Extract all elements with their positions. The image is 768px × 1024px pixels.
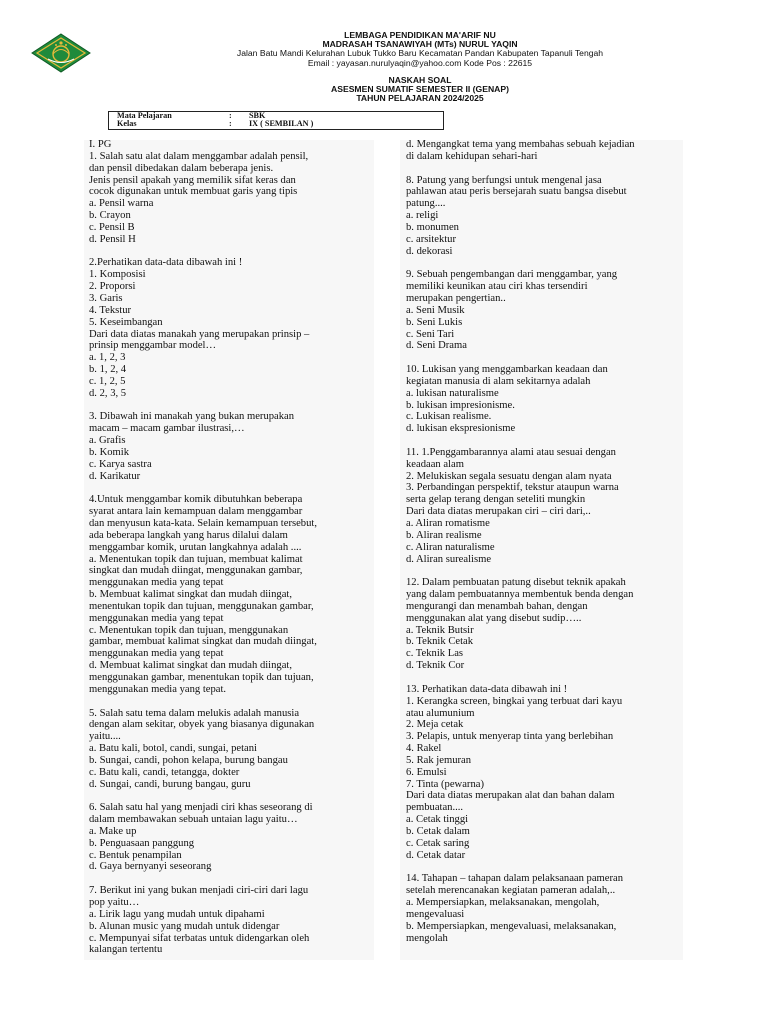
question-text-line: d. Membuat kalimat singkat dan mudah diingat, [89,660,293,672]
question-text-line: 2.Perhatikan data-data dibawah ini ! [89,257,243,269]
question-text-line: mengevaluasi [406,908,465,920]
question-text-line: 4. Tekstur [89,304,132,316]
document-title-block [95,76,745,104]
question-text-line: 5. Salah satu tema dalam melukis adalah manusia [89,707,300,719]
question-text-line: c. Karya sastra [89,458,152,470]
question-text-line: ada beberapa langkah yang harus dilalui dalam [89,529,288,541]
question-text-line [406,257,696,269]
question-text-line: pembuatan.... [406,802,464,814]
question-text-line: b. Crayon [89,210,131,222]
class-label: Kelas [117,119,137,128]
question-text-line: macam – macam gambar ilustrasi,… [89,423,245,435]
question-text-line: keadaan alam [406,458,464,470]
question-text-line: 2. Proporsi [89,281,136,293]
question-text-line: c. Cetak saring [406,837,470,849]
question-text-line: d. Karikatur [89,470,141,482]
question-text-line: c. Batu kali, candi, tetangga, dokter [89,766,240,778]
question-text-line: 7. Berikut ini yang bukan menjadi ciri-ciri dari lagu [89,885,309,897]
question-text-line [406,435,696,447]
question-text-line: gambar, membuat kalimat singkat dan mudah diingat, [89,636,317,648]
question-text-line: Dari data diatas manakah yang merupakan prinsip – [89,328,310,340]
school-logo-icon [30,33,92,73]
question-text-line: Dari data diatas merupakan alat dan bahan dalam [406,790,615,802]
school-name: MADRASAH TSANAWIYAH (MTs) NURUL YAQIN [322,39,518,50]
letterhead-text [95,31,745,68]
question-text-line: b. Membuat kalimat singkat dan mudah diingat, [89,589,293,601]
question-text-line: kegiatan manusia di alam sekitarnya adalah [406,375,591,387]
question-text-line: menggunakan media yang tepat [89,577,224,589]
letterhead [0,0,768,105]
question-text-line: singkat dan mudah diingat, menggunakan gambar, [89,565,303,577]
question-text-line: 1. Kerangka screen, bingkai yang terbuat dari kayu [406,695,623,707]
question-text-line: Jenis pensil apakah yang memilik sifat keras dan [89,174,296,186]
question-text-line: menggunakan media yang tepat. [89,683,227,695]
question-text-line: b. Cetak dalam [406,825,470,837]
question-text-line: 3. Perbandingan perspektif, tekstur ataupun warna [406,482,619,494]
question-text-line: a. religi [406,210,439,222]
question-text-line: c. Aliran naturalisme [406,541,495,553]
question-text-line: merupakan pengertian.. [406,292,506,304]
question-text-line: 4.Untuk menggambar komik dibutuhkan beberapa [89,494,303,506]
question-text-line: d. Gaya bernyanyi seseorang [89,861,212,873]
question-text-line: 1. Komposisi [89,269,146,281]
question-text-line: menentukan topik dan tujuan, menggunakan gambar, [89,600,314,612]
question-text-line: 3. Dibawah ini manakah yang bukan merupakan [89,411,295,423]
question-text-line: mengurangi dan menambah bahan, dengan [406,600,588,612]
question-text-line: a. Menentukan topik dan tujuan, membuat kalimat [89,553,303,565]
question-text-line: d. Cetak datar [406,849,466,861]
question-text-line: patung.... [406,198,446,210]
question-text-line: c. Teknik Las [406,648,464,660]
question-text-line: c. Pensil B [89,221,135,233]
question-text-line [89,246,379,258]
questions-right-column [406,139,696,944]
question-text-line: Dari data diatas merupakan ciri – ciri dari,.. [406,506,591,518]
question-text-line: c. Lukisan realisme. [406,411,492,423]
question-text-line: b. Penguasaan panggung [89,837,195,849]
class-separator: : [229,119,232,128]
question-text-line: I. PG [89,139,112,150]
question-text-line: pahlawan atau peris bersejarah suatu bangsa disebut [406,186,627,198]
question-text-line: d. 2, 3, 5 [89,387,127,399]
question-text-line [89,696,379,708]
question-text-line: b. Sungai, candi, pohon kelapa, burung bangau [89,754,288,766]
question-text-line: a. Seni Musik [406,304,465,316]
academic-year: TAHUN PELAJARAN 2024/2025 [356,93,484,104]
question-text-line: c. Menentukan topik dan tujuan, menggunakan [89,624,289,636]
question-text-line: mengolah [406,932,448,944]
question-text-line: b. Aliran realisme [406,529,482,541]
question-text-line: syarat antara lain kemampuan dalam menggambar [89,506,303,518]
question-text-line: menggunakan alat yang disebut sudip….. [406,612,582,624]
question-text-line: b. Teknik Cetak [406,636,474,648]
question-text-line: 13. Perhatikan data-data dibawah ini ! [406,683,568,695]
question-text-line: d. Pensil H [89,233,136,245]
question-text-line [89,482,379,494]
question-text-line: b. Alunan music yang mudah untuk didengar [89,920,280,932]
question-text-line: atau alumunium [406,707,475,719]
question-text-line: dan pensil dibedakan dalam beberapa jenis. [89,162,274,174]
question-text-line: b. Komik [89,446,130,458]
question-text-line: c. arsitektur [406,233,457,245]
question-text-line: a. Pensil warna [89,198,154,210]
school-contact: Email : yayasan.nurulyaqin@yahoo.com Kode Pos : 22615 [307,57,533,68]
question-text-line [89,873,379,885]
question-text-line: dengan alam sekitar, obyek yang biasanya digunakan [89,719,315,731]
question-text-line: a. Cetak tinggi [406,814,469,826]
question-text-line: dalam membawakan sebuah untaian lagu yaitu… [89,814,298,826]
question-text-line: a. lukisan naturalisme [406,387,499,399]
question-text-line: b. Mempersiapkan, mengevaluasi, melaksanakan, [406,920,617,932]
question-text-line: menggambar komik, urutan langkahnya adalah .... [89,541,302,553]
question-text-line: prinsip menggambar model… [89,340,217,352]
question-text-line: menggunakan media yang tepat [89,648,224,660]
subject-label: Mata Pelajaran [117,111,172,120]
question-text-line [406,672,696,684]
document-title: NASKAH SOAL [388,75,452,85]
question-text-line: menggunakan gambar, menentukan topik dan tujuan, [89,671,314,683]
question-text-line: 10. Lukisan yang menggambarkan keadaan dan [406,364,608,376]
school-address: Jalan Batu Mandi Kelurahan Lubuk Tukko Baru Kecamatan Pandan Kabupaten Tapanuli Tengah [236,48,604,59]
questions-left-column [89,139,379,956]
question-text-line: a. Teknik Butsir [406,624,474,636]
question-text-line: a. Grafis [89,435,126,447]
question-text-line: c. Bentuk penampilan [89,849,182,861]
question-text-line: 11. 1.Penggambarannya alami atau sesuai dengan [406,446,616,458]
question-text-line: d. lukisan ekspresionisme [406,423,516,435]
question-text-line: b. monumen [406,221,459,233]
question-text-line: b. Seni Lukis [406,316,463,328]
question-text-line: d. dekorasi [406,245,453,257]
question-text-line: 5. Keseimbangan [89,316,163,328]
exam-info-box [108,111,444,130]
question-text-line: c. Mempunyai sifat terbatas untuk didengarkan oleh [89,932,310,944]
question-text-line: c. 1, 2, 5 [89,375,126,387]
question-text-line: 8. Patung yang berfungsi untuk mengenal jasa [406,174,602,186]
question-text-line: memiliki keunikan atau ciri khas tersendiri [406,281,588,293]
question-text-line: 3. Garis [89,292,123,304]
question-text-line: c. Seni Tari [406,328,455,340]
question-text-line: d. Mengangkat tema yang membahas sebuah kejadian [406,139,635,150]
question-text-line [89,790,379,802]
question-text-line: kalangan tertentu [89,944,163,956]
question-text-line: 3. Pelapis, untuk menyerap tinta yang berlebihan [406,731,614,743]
question-text-line: a. Batu kali, botol, candi, sungai, petani [89,743,257,755]
question-text-line: yang dalam pembuatannya membentuk benda dengan [406,589,634,601]
question-text-line: 7. Tinta (pewarna) [406,778,484,790]
question-text-line: 12. Dalam pembuatan patung disebut teknik apakah [406,577,626,589]
question-text-line: yaitu.... [89,731,121,743]
question-text-line [89,400,379,412]
question-text-line: 2. Meja cetak [406,719,464,731]
question-text-line: b. 1, 2, 4 [89,364,127,376]
question-text-line: pop yaitu… [89,897,140,908]
subject-value: SBK [249,111,266,120]
exam-name: ASESMEN SUMATIF SEMESTER II (GENAP) [331,84,509,95]
question-text-line: a. Mempersiapkan, melaksanakan, mengolah, [406,897,600,908]
question-text-line: 6. Salah satu hal yang menjadi ciri khas seseorang di [89,802,313,814]
institution-name: LEMBAGA PENDIDIKAN MA'ARIF NU [344,30,496,40]
question-text-line: d. Seni Drama [406,340,467,352]
question-text-line: a. Make up [89,825,137,837]
question-text-line: d. Teknik Cor [406,660,465,672]
question-text-line [406,861,696,873]
question-text-line: dan menyusun kata-kata. Selain kemampuan tersebut, [89,518,317,529]
question-text-line: 1. Salah satu alat dalam menggambar adalah pensil, [89,150,309,162]
question-text-line: d. Aliran surealisme [406,553,492,565]
question-text-line: d. Sungai, candi, burung bangau, guru [89,778,251,790]
subject-separator: : [229,111,232,120]
question-text-line: 2. Melukiskan segala sesuatu dengan alam nyata [406,470,612,482]
class-value: IX ( SEMBILAN ) [249,119,314,128]
question-text-line: 5. Rak jemuran [406,754,472,766]
question-text-line [406,565,696,577]
question-text-line: 14. Tahapan – tahapan dalam pelaksanaan pameran [406,873,624,885]
question-text-line: a. 1, 2, 3 [89,352,126,364]
question-text-line: setelah merencanakan kegiatan pameran adalah,.. [406,885,616,897]
question-text-line: a. Aliran romatisme [406,518,490,529]
question-text-line [406,163,696,175]
question-text-line: 9. Sebuah pengembangan dari menggambar, yang [406,269,618,281]
question-text-line: a. Lirik lagu yang mudah untuk dipahami [89,908,265,920]
question-text-line: serta gelap terang dengan seteliti mungkin [406,494,586,506]
question-text-line: 6. Emulsi [406,766,447,778]
question-text-line: 4. Rakel [406,743,442,755]
question-text-line: b. lukisan impresionisme. [406,399,515,411]
question-text-line: di dalam kehidupan sehari-hari [406,150,538,162]
question-text-line [406,352,696,364]
question-text-line: cocok digunakan untuk membuat garis yang tipis [89,186,298,198]
question-text-line: menggunakan media yang tepat [89,612,224,624]
